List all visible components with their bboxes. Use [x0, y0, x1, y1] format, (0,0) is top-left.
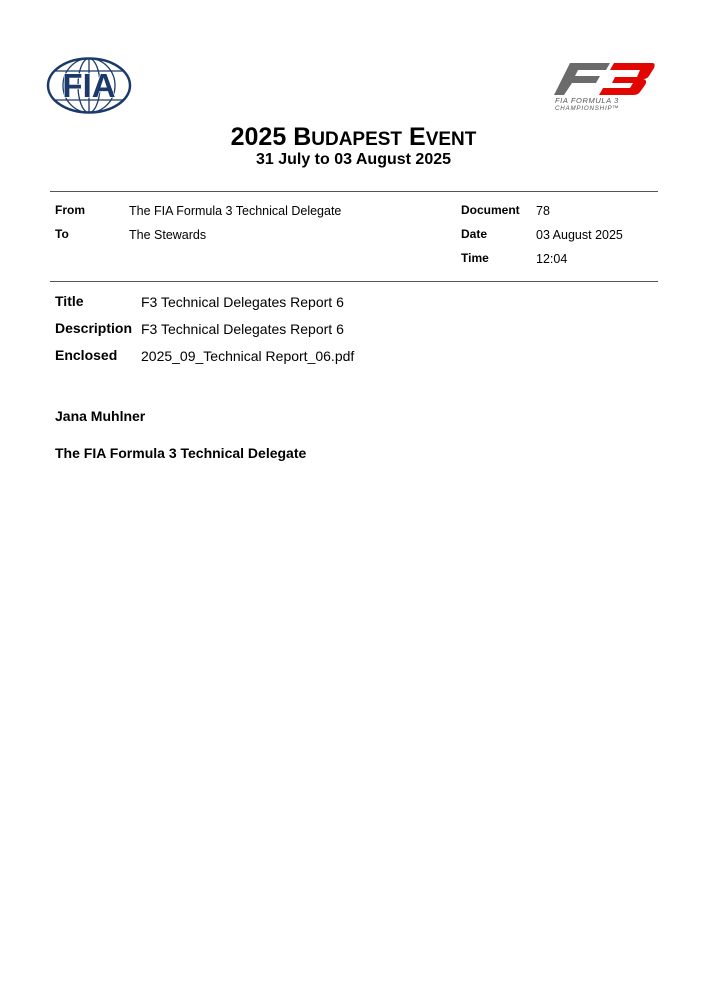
title-value: F3 Technical Delegates Report 6 — [141, 294, 344, 310]
header-top-rule — [50, 191, 658, 192]
event-word1-rest: UDAPEST — [311, 129, 403, 150]
event-dates: 31 July to 03 August 2025 — [255, 151, 452, 168]
event-word2-cap: E — [409, 123, 426, 151]
enclosed-label: Enclosed — [55, 347, 118, 363]
event-word1-cap: B — [293, 123, 312, 151]
date-label: Date — [461, 227, 488, 241]
event-word2-rest: VENT — [425, 129, 477, 150]
document-label: Document — [461, 203, 520, 217]
from-label: From — [55, 203, 85, 217]
signatory-role: The FIA Formula 3 Technical Delegate — [55, 445, 307, 461]
fia-logo-text: FIA — [62, 67, 116, 104]
fia-logo — [46, 57, 132, 114]
f3-logo-line2: CHAMPIONSHIP™ — [555, 105, 620, 112]
description-label: Description — [55, 320, 133, 336]
date-value: 03 August 2025 — [536, 228, 623, 242]
title-label: Title — [55, 293, 84, 309]
f3-logo-line1: FIA FORMULA 3 — [555, 96, 619, 105]
description-value: F3 Technical Delegates Report 6 — [141, 321, 344, 337]
event-year: 2025 — [230, 123, 287, 151]
event-title — [0, 123, 707, 152]
to-label: To — [55, 227, 69, 241]
time-label: Time — [461, 251, 489, 265]
document-value: 78 — [536, 204, 550, 218]
enclosed-value[interactable]: 2025_09_Technical Report_06.pdf — [141, 348, 355, 364]
time-value: 12:04 — [536, 252, 568, 266]
to-value: The Stewards — [129, 228, 207, 242]
signatory-name: Jana Muhlner — [55, 408, 146, 424]
header-bottom-rule — [50, 281, 658, 282]
f3-logo-icon — [552, 60, 660, 112]
fia-logo-icon — [46, 57, 132, 114]
f3-championship-logo — [552, 60, 660, 112]
from-value: The FIA Formula 3 Technical Delegate — [129, 204, 342, 218]
